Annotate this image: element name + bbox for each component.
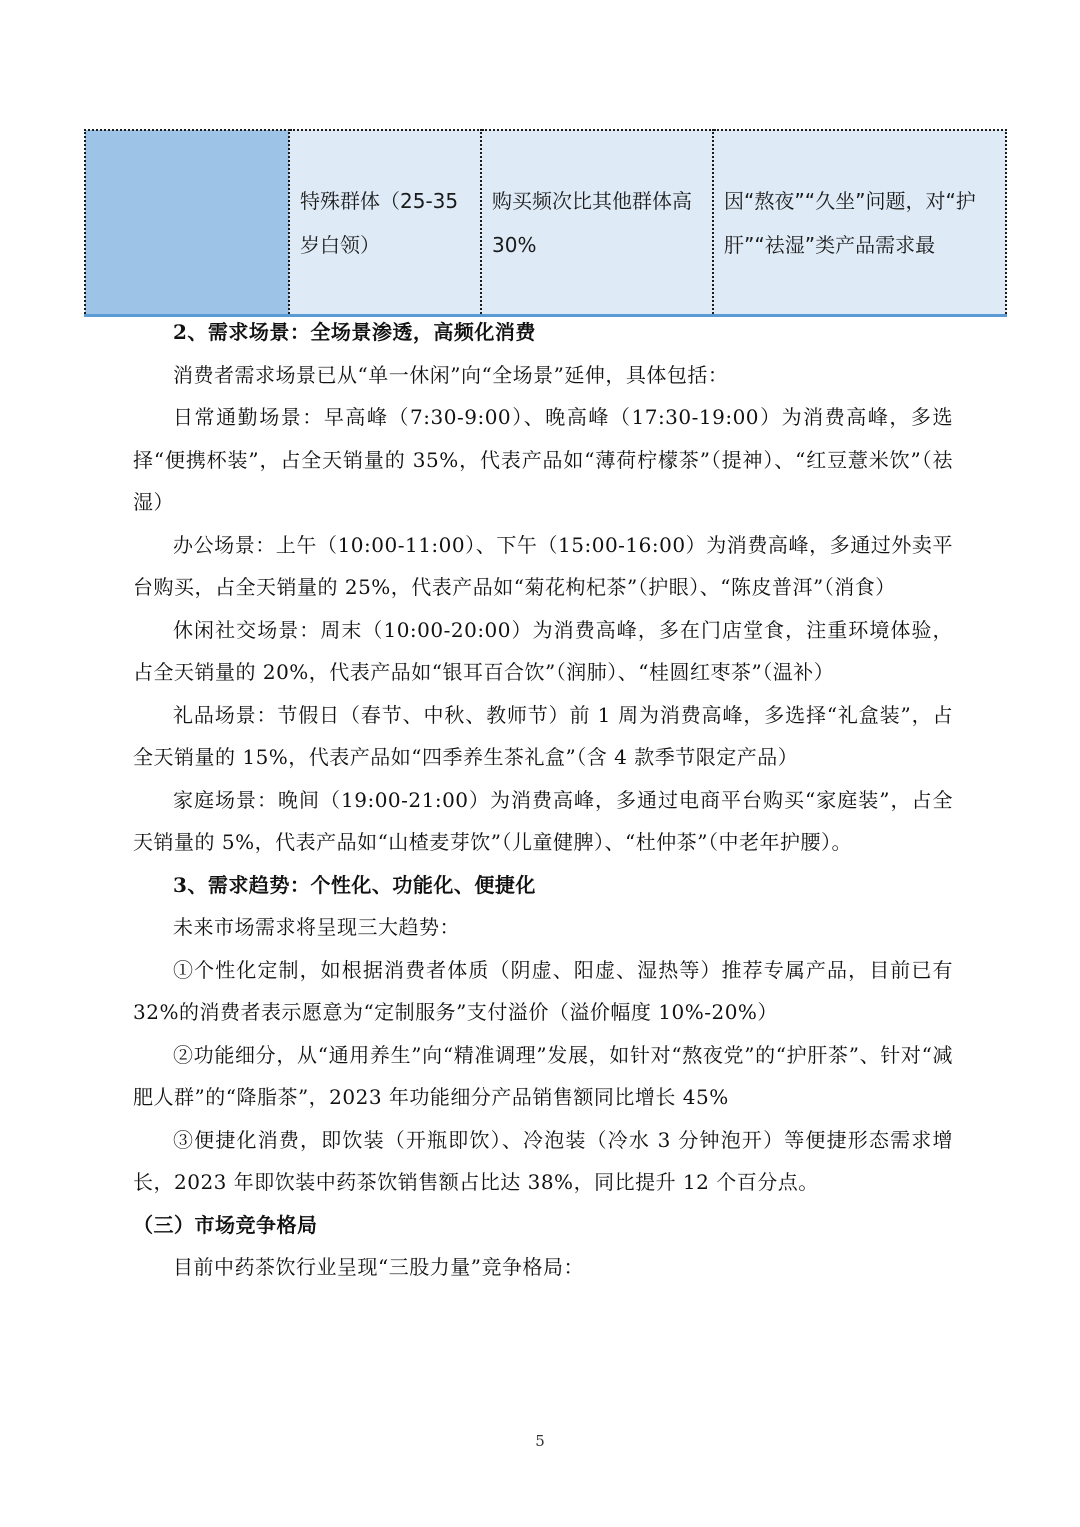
trend-personalization: ①个性化定制，如根据消费者体质（阴虚、阳虚、湿热等）推荐专属产品，目前已有 32%的消费者表示愿意为“定制服务”支付溢价（溢价幅度 10%-20%） [133, 957, 953, 1024]
scenario-commute: 日常通勤场景：早高峰（7:30-9:00）、晚高峰（17:30-19:00）为消费高峰，多选择“便携杯装”，占全天销量的 35%，代表产品如“薄荷柠檬茶”（提神）、“红豆薏米饮”（祛湿） [133, 405, 953, 514]
section3-intro: 未来市场需求将呈现三大趋势： [173, 915, 460, 939]
scenario-gift: 礼品场景：节假日（春节、中秋、教师节）前 1 周为消费高峰，多选择“礼盒装”，占全天销量的 15%，代表产品如“四季养生茶礼盒”（含 4 款季节限定产品） [133, 702, 953, 769]
section2-intro: 消费者需求场景已从“单一休闲”向“全场景”延伸，具体包括： [173, 362, 729, 387]
table-cell-frequency: 购买频次比其他群体高 30% [481, 130, 713, 316]
segment-table-grid [84, 129, 1007, 317]
scenario-leisure: 休闲社交场景：周末（10:00-20:00）为消费高峰，多在门店堂食，注重环境体验，占全天销量的 20%，代表产品如“银耳百合饮”（润肺）、“桂圆红枣茶”（温补） [133, 617, 953, 684]
segment-table [84, 129, 1007, 317]
page-number: 5 [535, 1432, 545, 1450]
table-row [85, 130, 1006, 316]
trend-functional: ②功能细分，从“通用养生”向“精准调理”发展，如针对“熬夜党”的“护肝茶”、针对“减肥人群”的“降脂茶”，2023 年功能细分产品销售额同比增长 45% [133, 1042, 953, 1109]
document-body [133, 311, 953, 1289]
table-cell-merged [85, 130, 289, 316]
section3-heading: 3、需求趋势：个性化、功能化、便捷化 [173, 872, 536, 897]
trend-convenience: ③便捷化消费，即饮装（开瓶即饮）、冷泡装（冷水 3 分钟泡开）等便捷形态需求增长，2023 年即饮装中药茶饮销售额占比达 38%，同比提升 12 个百分点。 [133, 1127, 953, 1194]
competition-intro: 目前中药茶饮行业呈现“三股力量”竞争格局： [173, 1255, 584, 1279]
table-cell-group: 特殊群体（25-35岁白领） [289, 130, 481, 316]
scenario-office: 办公场景：上午（10:00-11:00）、下午（15:00-16:00）为消费高峰，多通过外卖平台购买，占全天销量的 25%，代表产品如“菊花枸杞茶”（护眼）、“陈皮普洱”（消食） [133, 532, 953, 599]
scenario-family: 家庭场景：晚间（19:00-21:00）为消费高峰，多通过电商平台购买“家庭装”，占全天销量的 5%，代表产品如“山楂麦芽饮”（儿童健脾）、“杜仲茶”（中老年护腰）。 [133, 787, 953, 854]
competition-heading: （三）市场竞争格局 [133, 1212, 318, 1237]
section2-heading: 2、需求场景：全场景渗透，高频化消费 [173, 320, 536, 344]
table-cell-need: 因“熬夜”“久坐”问题，对“护肝”“祛湿”类产品需求最 [713, 130, 1006, 316]
